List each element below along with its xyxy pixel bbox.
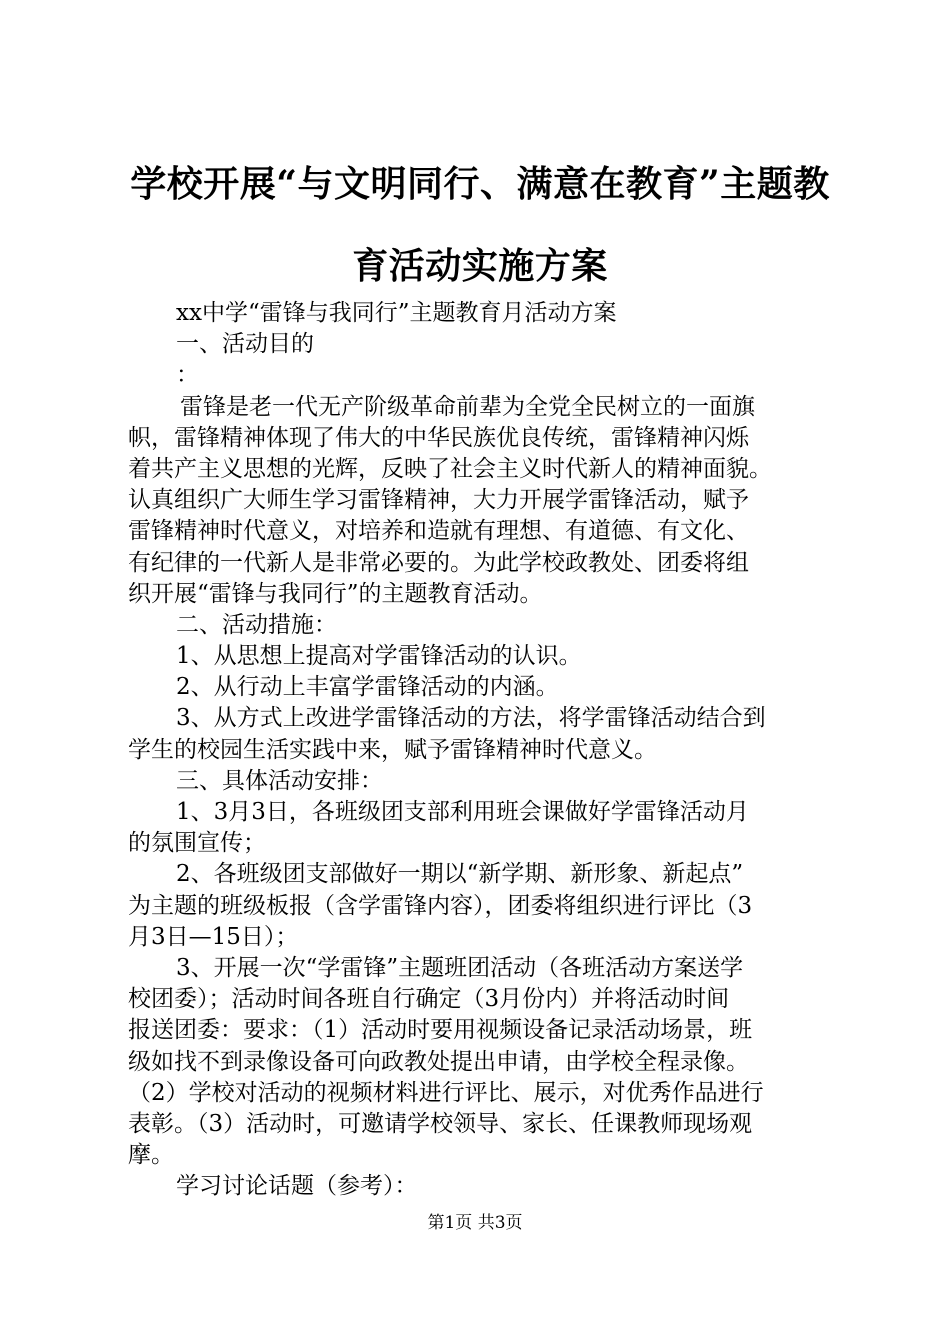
text-line: 月3日—15日）；	[128, 923, 299, 950]
text-line: 织开展“雷锋与我同行”的主题教育活动。	[128, 580, 543, 607]
text-line: 1、从思想上提高对学雷锋活动的认识。	[176, 643, 582, 670]
page-footer: 第1页 共3页	[427, 1213, 523, 1233]
text-line: 3、从方式上改进学雷锋活动的方法，将学雷锋活动结合到	[176, 705, 766, 732]
heading-section-1: 一、活动目的	[176, 331, 314, 358]
heading-section-2: 二、活动措施：	[176, 611, 337, 638]
text-line: 摩。	[128, 1142, 174, 1169]
text-line: 2、各班级团支部做好一期以“新学期、新形象、新起点”	[176, 861, 744, 888]
text-line: 的氛围宣传；	[128, 830, 266, 857]
text-line: 学习讨论话题（参考）：	[176, 1173, 418, 1200]
text-line: 着共产主义思想的光辉，反映了社会主义时代新人的精神面貌。	[128, 455, 772, 482]
text-line: 为主题的班级板报（含学雷锋内容），团委将组织进行评比（3	[128, 892, 753, 919]
text-line: 校团委）；活动时间各班自行确定（3月份内）并将活动时间	[128, 986, 730, 1013]
document-title-line-2: 育活动实施方案	[352, 245, 608, 287]
text-line: （2）学校对活动的视频材料进行评比、展示，对优秀作品进行	[128, 1079, 764, 1106]
text-line: 学生的校园生活实践中来，赋予雷锋精神时代意义。	[128, 736, 657, 763]
text-line: 级如找不到录像设备可向政教处提出申请，由学校全程录像。	[128, 1048, 749, 1075]
document-title-line-1: 学校开展“与文明同行、满意在教育”主题教	[130, 163, 830, 205]
text-line: 认真组织广大师生学习雷锋精神，大力开展学雷锋活动，赋予	[128, 487, 749, 514]
text-line: 报送团委：要求：（1）活动时要用视频设备记录活动场景，班	[128, 1017, 753, 1044]
paragraph-subtitle: xx中学“雷锋与我同行”主题教育月活动方案	[176, 300, 617, 326]
heading-section-3: 三、具体活动安排：	[176, 767, 383, 794]
text-line: 雷锋精神时代意义，对培养和造就有理想、有道德、有文化、	[128, 518, 749, 545]
text-line: 1、3月3日，各班级团支部利用班会课做好学雷锋活动月	[176, 799, 749, 825]
text-line: ：	[176, 362, 199, 389]
text-line: 3、开展一次“学雷锋”主题班团活动（各班活动方案送学	[176, 954, 744, 981]
text-line: 雷锋是老一代无产阶级革命前辈为全党全民树立的一面旗	[180, 393, 755, 420]
text-line: 表彰。（3）活动时，可邀请学校领导、家长、任课教师现场观	[128, 1110, 753, 1137]
text-line: 2、从行动上丰富学雷锋活动的内涵。	[176, 674, 559, 701]
text-line: 有纪律的一代新人是非常必要的。为此学校政教处、团委将组	[128, 549, 749, 576]
document-body	[128, 298, 838, 1202]
text-line: 帜，雷锋精神体现了伟大的中华民族优良传统，雷锋精神闪烁	[128, 424, 749, 451]
